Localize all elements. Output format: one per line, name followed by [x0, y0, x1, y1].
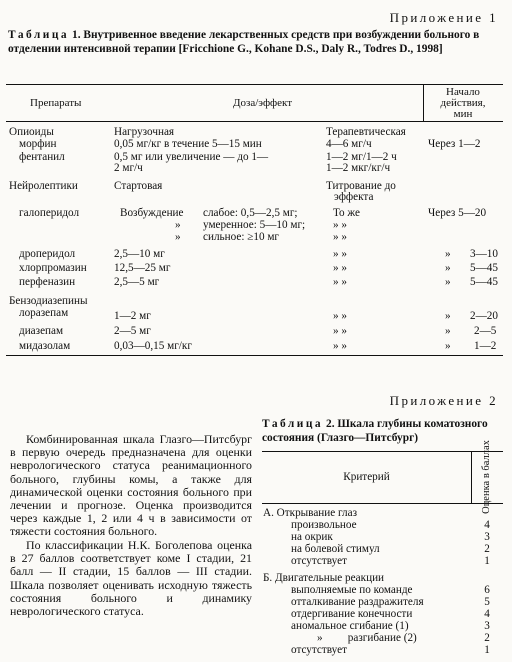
section-a-item-label: произвольное [291, 519, 357, 531]
row-haloperidol-agitation: Возбуждение [120, 207, 184, 219]
paragraph-bogolepov: По классификации Н.К. Боголепова оценка в 27 баллов соответствует коме I стадии, 21 балл — II стадии, 15 баллов — III стадии. Шкала позволяет оценивать исходную тяжесть состояния больного и динамику неврологического статуса. [10, 538, 252, 619]
section-b-item-label: выполняемые по команде [291, 584, 413, 596]
table-2-caption-text: 2. Шкала глубины коматозного состояния (Глазго—Питсбург) [262, 418, 488, 444]
row-severe-effect: » » [333, 231, 347, 243]
section-b-item-label: » разгибание (2) [317, 632, 417, 644]
row-droperidol-name: дроперидол [19, 248, 76, 260]
header-onset-3: мин [453, 108, 473, 120]
section-b-item-label: аномальное сгибание (1) [291, 620, 409, 632]
section-b-item-score: 5 [484, 596, 490, 608]
table-2-header-divider [471, 451, 472, 503]
row-morphine-dose: 0,05 мг/кг в течение 5—15 мин [114, 138, 262, 150]
row-severe-dose: сильное: ≥10 мг [203, 231, 280, 243]
row-perphenazine-dose: 2,5—5 мг [114, 276, 160, 288]
row-neuroleptics-group: Нейролептики [9, 180, 78, 192]
row-chlorpromazine-onset-ditto: » [445, 262, 451, 274]
row-perphenazine-onset-ditto: » [445, 276, 451, 288]
row-chlorpromazine-onset: 5—45 [470, 262, 498, 274]
section-a-title: А. Открывание глаз [263, 507, 358, 519]
row-lorazepam-effect: » » [333, 310, 347, 322]
row-morphine-name: морфин [19, 138, 57, 150]
header-drugs: Препараты [30, 97, 82, 109]
row-diazepam-onset: 2—5 [474, 325, 497, 337]
appendix-1-label: Приложение 1 [389, 10, 498, 25]
row-lorazepam-dose: 1—2 мг [114, 310, 151, 322]
section-b-title: Б. Двигательные реакции [263, 572, 385, 584]
row-neuroleptics-dose: Стартовая [114, 180, 163, 192]
section-b-item-score: 3 [484, 620, 490, 632]
section-b-item-label: отсутствует [291, 644, 347, 656]
row-midazolam-effect: » » [333, 340, 347, 352]
row-benzodiazepines-group: Бензодиазепины [9, 295, 88, 307]
paragraph-glasgow-intro: Комбинированная шкала Глазго—Питсбург в первую очередь предназначена для оценки неврологического статуса реанимационного больного, глубины комы, а также для динамической оценки состояния больного при лечении и прогнозе. Оценка производится через каждые 1, 2 или 4 ч в зависимости от тяжести состояния больного. [10, 432, 252, 539]
section-b-item-label: отдергивание конечности [291, 608, 413, 620]
header-dose: Доза/эффект [233, 97, 293, 109]
row-morphine-onset: Через 1—2 [428, 138, 481, 150]
table-2-header-rule [262, 503, 503, 504]
row-haloperidol-name: галоперидол [19, 207, 80, 219]
header-score: Оценка в баллах [481, 440, 493, 514]
row-opioids-effect: Терапевтическая [326, 126, 406, 138]
section-a-item-score: 1 [484, 555, 490, 567]
header-criterion: Критерий [343, 471, 390, 483]
row-lorazepam-onset: 2—20 [470, 310, 498, 322]
row-fentanyl-dose: 0,5 мг или увеличение — до 1— [114, 151, 269, 163]
row-midazolam-onset: 1—2 [474, 340, 497, 352]
appendix-2-label: Приложение 2 [389, 393, 498, 408]
row-fentanyl-name: фентанил [19, 151, 65, 163]
row-chlorpromazine-effect: » » [333, 262, 347, 274]
row-haloperidol-onset: Через 5—20 [428, 207, 487, 219]
row-fentanyl-dose-cont: 2 мг/ч [114, 162, 143, 174]
row-diazepam-effect: » » [333, 325, 347, 337]
row-droperidol-dose: 2,5—10 мг [114, 248, 165, 260]
table-2-caption [262, 417, 504, 445]
section-a-item-score: 2 [484, 543, 490, 555]
row-midazolam-dose: 0,03—0,15 мг/кг [114, 340, 192, 352]
table-2-top-rule [262, 451, 503, 452]
table-2-caption-lead: Таблица [262, 418, 324, 430]
row-haloperidol-effect: То же [333, 207, 360, 219]
row-opioids-group: Опиоиды [9, 126, 54, 138]
row-droperidol-effect: » » [333, 248, 347, 260]
section-a-item-label: на болевой стимул [291, 543, 380, 555]
table-1-caption [8, 28, 502, 56]
row-moderate-effect: » » [333, 219, 347, 231]
section-b-item-score: 2 [484, 632, 490, 644]
row-droperidol-onset: 3—10 [470, 248, 498, 260]
row-perphenazine-name: перфеназин [19, 276, 76, 288]
row-neuroleptics-effect: Титрование до [326, 180, 396, 192]
row-moderate-dose: умеренное: 5—10 мг; [203, 219, 306, 231]
row-morphine-effect: 4—6 мг/ч [326, 138, 372, 150]
row-perphenazine-onset: 5—45 [470, 276, 498, 288]
section-b-item-score: 1 [484, 644, 490, 656]
row-lorazepam-name: лоразепам [19, 307, 69, 319]
table-1-top-rule [6, 84, 503, 85]
row-diazepam-name: диазепам [19, 325, 64, 337]
row-fentanyl-effect-cont: 1—2 мкг/кг/ч [326, 162, 391, 174]
row-diazepam-onset-ditto: » [445, 325, 451, 337]
section-a-item-label: отсутствует [291, 555, 347, 567]
section-b-item-label: отталкивание раздражителя [291, 596, 424, 608]
row-perphenazine-effect: » » [333, 276, 347, 288]
row-opioids-dose: Нагрузочная [114, 126, 175, 138]
row-diazepam-dose: 2—5 мг [114, 325, 151, 337]
row-chlorpromazine-name: хлорпромазин [19, 262, 87, 274]
section-b-item-score: 6 [484, 584, 490, 596]
section-a-item-score: 4 [484, 519, 490, 531]
row-moderate-ditto: » [175, 219, 181, 231]
section-b-item-score: 4 [484, 608, 490, 620]
row-neuroleptics-effect-cont: эффекта [334, 191, 374, 203]
row-lorazepam-onset-ditto: » [445, 310, 451, 322]
section-a-item-label: на окрик [291, 531, 333, 543]
table-1-caption-text: 1. Внутривенное введение лекарственных средств при возбуждении больного в отделении интенсивной терапии [Fricchione G., Kohane D.S., Daly R., Todres D., 1998] [8, 29, 480, 55]
header-onset-1: Начало [446, 86, 480, 98]
header-onset-2: действия, [440, 97, 486, 109]
table-1-header-rule [6, 121, 503, 122]
row-fentanyl-effect: 1—2 мг/1—2 ч [326, 151, 397, 163]
section-a-item-score: 3 [484, 531, 490, 543]
row-midazolam-onset-ditto: » [445, 340, 451, 352]
table-1-caption-lead: Таблица [8, 29, 70, 41]
row-severe-ditto: » [175, 231, 181, 243]
row-chlorpromazine-dose: 12,5—25 мг [114, 262, 171, 274]
row-droperidol-onset-ditto: » [445, 248, 451, 260]
table-1-bottom-rule [6, 355, 503, 356]
row-haloperidol-mild: слабое: 0,5—2,5 мг; [203, 207, 298, 219]
row-midazolam-name: мидазолам [19, 340, 71, 352]
